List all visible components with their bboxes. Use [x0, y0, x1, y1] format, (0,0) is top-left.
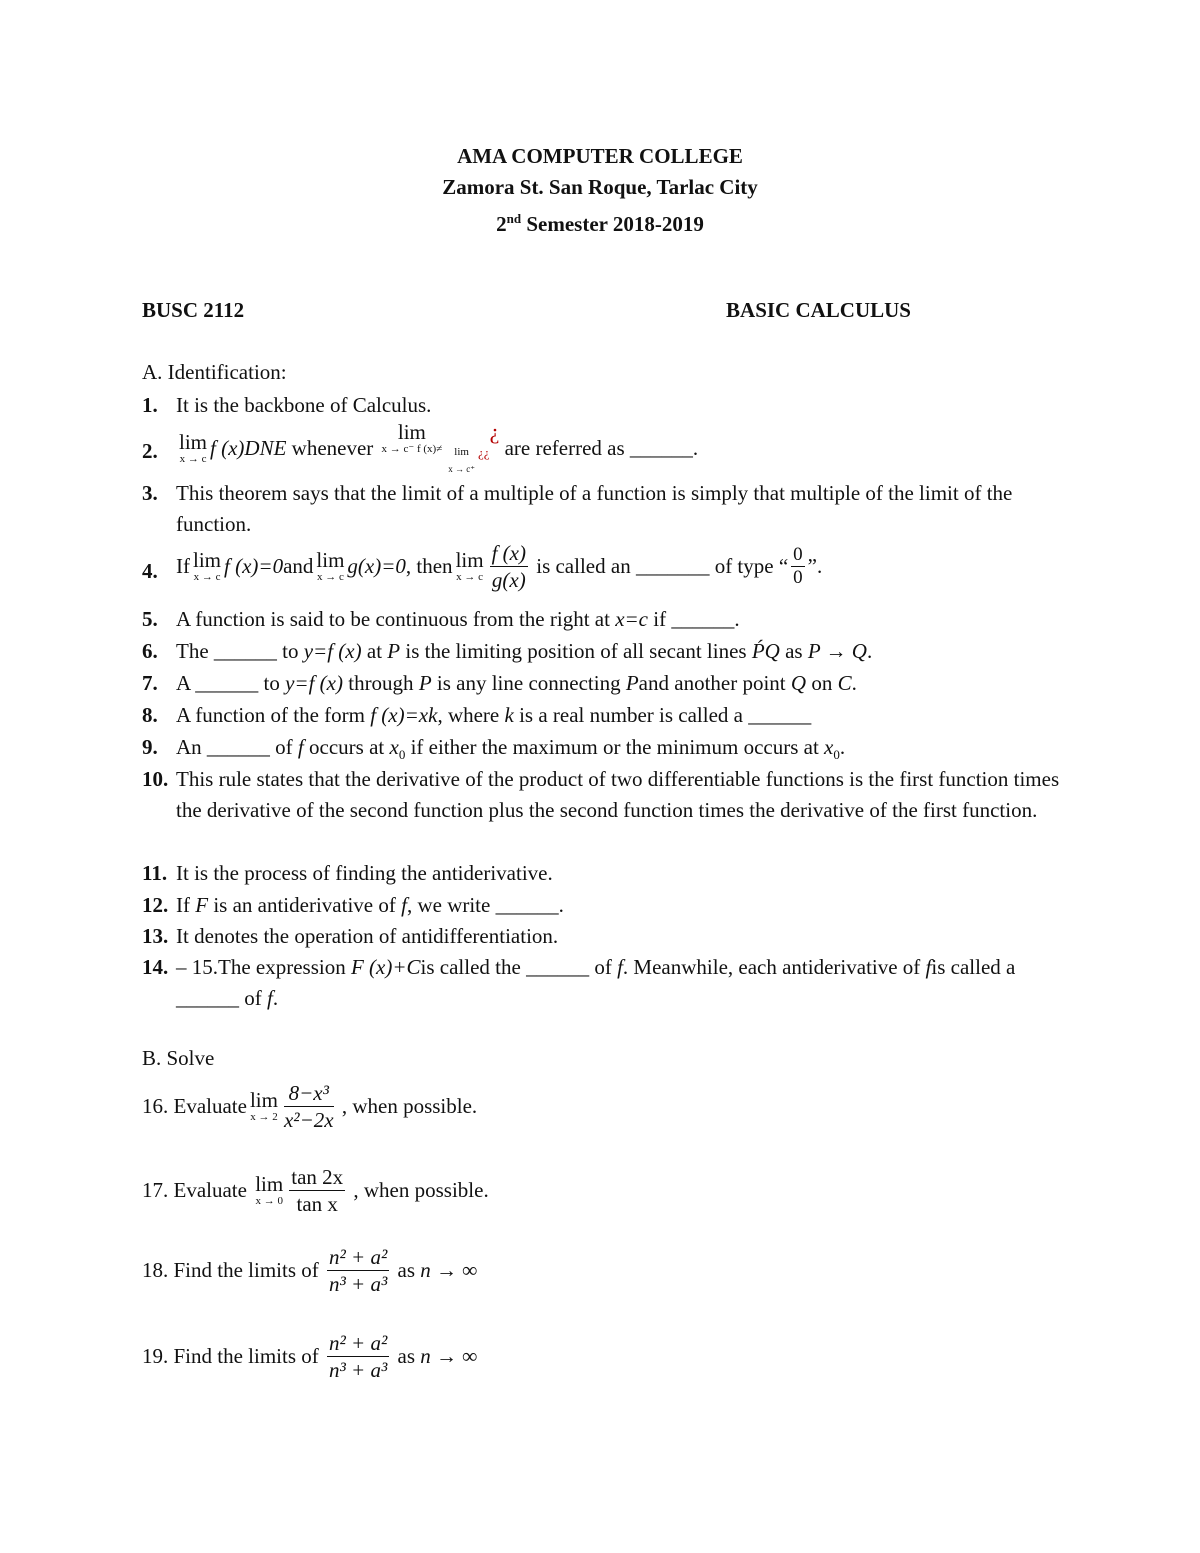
question-5: 5. A function is said to be continuous from the right at x=c if ______.	[142, 607, 740, 631]
question-14-15: 14. – 15.The expression F (x)+Cis called the ______ of f. Meanwhile, each antiderivative of fis called a ______ of f.	[142, 955, 1016, 1010]
question-17: 17. Evaluate lim x → 0 $\frac{\tan 2x}{\text{tan x}}$ , when possible.	[142, 1165, 489, 1216]
question-7: 7. A ______ to y=f (x) through P is any line connecting Pand another point Q on C.	[142, 671, 857, 695]
question-18: 18. Find the limits of $\frac{\text{n² + a²}}{\text{n³ + a³}}$ as n → ∞	[142, 1245, 478, 1296]
question-13: 13. It denotes the operation of antidifferentiation.	[142, 924, 559, 948]
course-code: BUSC 2112	[142, 298, 245, 322]
college-name: AMA COMPUTER COLLEGE	[457, 144, 743, 168]
question-11: 11. It is the process of finding the antiderivative.	[142, 861, 553, 885]
question-12: 12. If F is an antiderivative of f, we write ______.	[142, 893, 564, 917]
question-6: 6. The ______ to y=f (x) at P is the limiting position of all secant lines ṔQ as P → Q.	[142, 639, 873, 663]
semester-line: 2nd Semester 2018-2019	[496, 211, 704, 236]
section-b-heading: B. Solve	[142, 1046, 215, 1070]
question-10: 10. This rule states that the derivative of the product of two differentiable functions is the first function times the derivative of the second function plus the second function times the derivative of the first function.	[142, 767, 1060, 822]
question-16: 16. Evaluate lim x → 2 $\frac{\text{8−x³}}{\text{x²−2x}}$ , when possible.	[142, 1081, 478, 1132]
course-line	[142, 298, 911, 323]
question-4: 4. If lim x → c f (x)=0 and lim x → c g(x)=0 , then lim x → c $\frac{f (x)}{g(x)}$ is called an _______ of type “ $\frac{0}{0}$ ”.	[142, 541, 823, 592]
question-9: 9. An ______ of f occurs at $x_0$ if either the maximum or the minimum occurs at $x_0$.	[142, 735, 846, 763]
course-title: BASIC CALCULUS	[726, 298, 911, 322]
college-address: Zamora St. San Roque, Tarlac City	[442, 175, 758, 199]
question-3: 3. This theorem says that the limit of a multiple of a function is simply that multiple of the limit of the function.	[142, 481, 1013, 536]
question-8: 8. A function of the form f (x)=xk, where k is a real number is called a ______	[142, 703, 812, 727]
section-a-heading: A. Identification:	[142, 360, 287, 384]
question-1: 1. It is the backbone of Calculus.	[142, 393, 432, 417]
question-19: 19. Find the limits of $\frac{\text{n² + a²}}{\text{n³ + a³}}$ as n → ∞	[142, 1331, 478, 1382]
question-2: 2. lim x → c f (x)DNE whenever lim x → c⁻ f (x)≠ lim x → c⁺ $_{¿¿}$¿ are referred as ______.	[142, 419, 699, 474]
document-header	[0, 141, 1200, 240]
